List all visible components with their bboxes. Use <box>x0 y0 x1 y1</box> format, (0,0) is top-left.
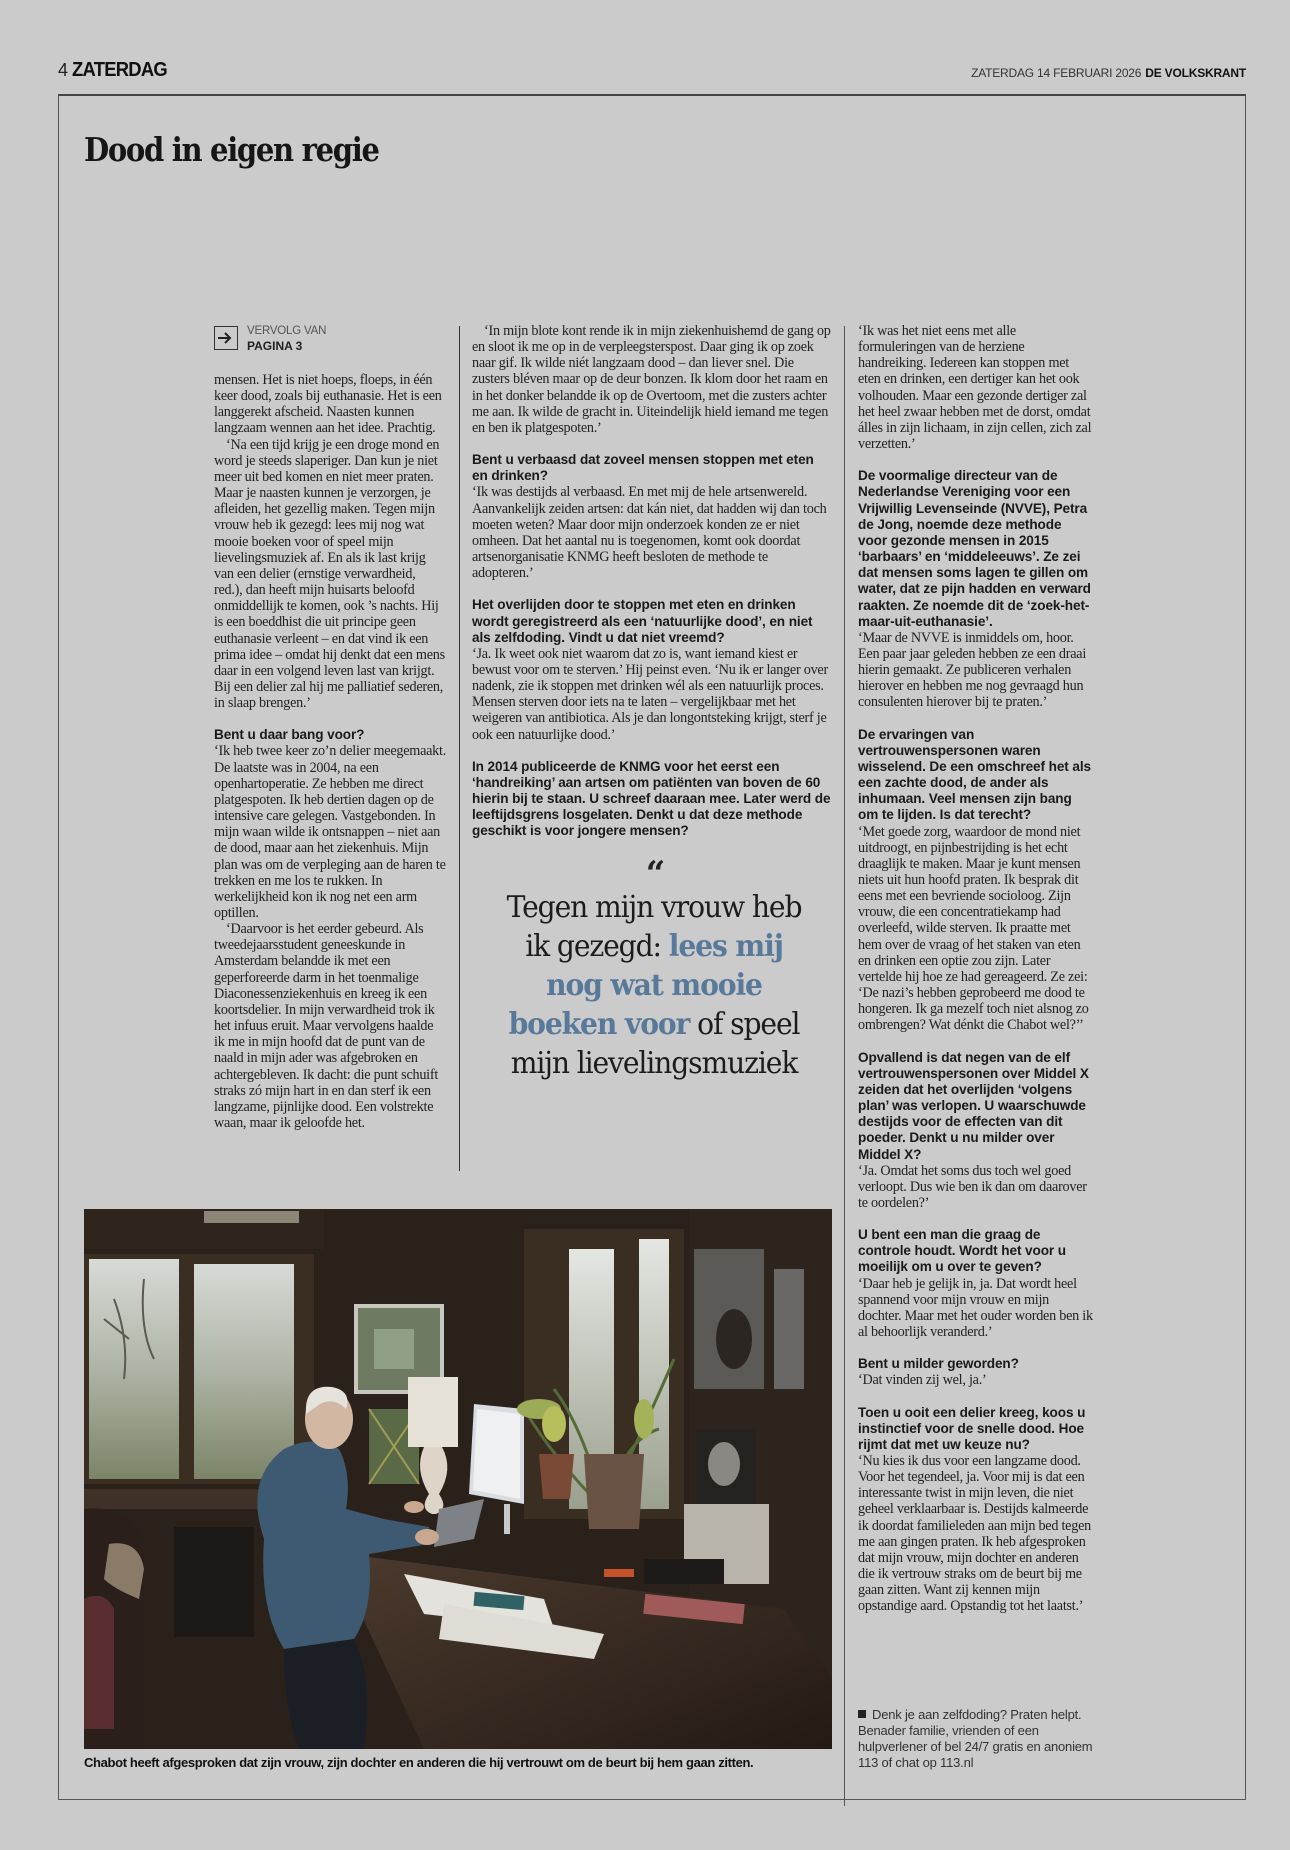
interview-answer: ‘Met goede zorg, waardoor de mond niet uitdroogt, en pijnbestrijding is het echt draaglijk te maken. Maar je kunt mensen niets uit hun hoofd praten. Ik besprak dit eens met een bevriende socioloog. Zijn vrouw, die een concentratiekamp had overleefd, wilde sterven. Ik praatte met hem over de vraag of het staken van eten en drinken een optie zou zijn. Later vertelde hij hoe ze had gereageerd. Ze zei: ‘De nazi’s hebben geprobeerd me dood te hongeren. Ik ga mezelf toch niet alsnog zo ombrengen? Wat dénkt die Chabot wel?’’ <box>858 823 1089 1034</box>
interview-question: Bent u verbaasd dat zoveel mensen stoppen met eten en drinken? <box>472 452 814 484</box>
plant-leaf <box>634 1399 654 1439</box>
interview-answer: ‘Ik was het niet eens met alle formuleringen van de herziene handreiking. Iedereen kan stoppen met eten en drinken, een dertiger kan het ook volhouden. Maar een gezonde dertiger zal het heel zwaar hebben met de dorst, omdat álles in zijn lichaam, in zijn cellen, zich zal verzetten.’ <box>858 323 1092 453</box>
plant-leaf <box>542 1406 566 1442</box>
interview-question: In 2014 publiceerde de KNMG voor het eerst een ‘handreiking’ aan artsen om patiënten van boven de 60 hierin bij te staan. U schreef daaraan mee. Later werd de leeftijdsgrens losgelaten. Denkt u dat deze methode geschikt is voor jongere mensen? <box>472 758 831 839</box>
interview-answer: ‘Dat vinden zij wel, ja.’ <box>858 1372 987 1389</box>
interview-answer: ‘Daar heb je gelijk in, ja. Dat wordt heel spannend voor mijn vrouw en mijn dochter. Maar met het ouder worden ben ik al behoorlijk veranderd.’ <box>858 1275 1093 1341</box>
pull-quote-text <box>494 888 814 1083</box>
pull-quote-before: Tegen mijn vrouw heb ik gezegd: <box>506 890 802 964</box>
plant-pot <box>584 1454 644 1529</box>
lamp-shade <box>408 1377 458 1447</box>
interview-question: De voormalige directeur van de Nederlandse Vereniging voor een Vrijwillig Levenseinde (NVVE), Petra de Jong, noemde deze methode voor gezonde mensen in 2015 ‘barbaars’ en ‘middeleeuws’. Ze zei dat mensen soms lagen te gillen om water, dat ze pijn hadden en verward raakten. Ze noemde dit de ‘zoek-het-maar-uit-euthanasie’. <box>858 468 1091 629</box>
interview-question: De ervaringen van vertrouwenspersonen waren wisselend. De een omschreef het als een zachte dood, de ander als inhumaan. Veel mensen zijn bang om te lijden. Is dat terecht? <box>858 726 1091 823</box>
plant-pot <box>539 1454 574 1499</box>
interview-answer: ‘Daarvoor is het eerder gebeurd. Als tweedejaarsstudent geneeskunde in Amsterdam belandde ik met een geperforeerde darm in het toenmalige Diaconessenziekenhuis en kreeg ik een koortsdelier. In mijn verwardheid trok ik het infuus eruit. Maar vervolgens haalde ik me in mijn hoofd dat de punt van de naald in mijn ader was afgebroken en achtergebleven. Ik dacht: die punt schuift straks zó mijn hart in en dan sterf ik een langzame, pijnlijke dood. Een volstrekte waan, maar ik geloofde het. <box>214 921 439 1132</box>
window-pane <box>89 1259 179 1479</box>
continued-from-page: PAGINA 3 <box>247 339 303 353</box>
page-header <box>58 60 1246 84</box>
interview-answer: ‘Ja. Omdat het soms dus toch wel goed verloopt. Dus wie ben ik dan om daarover te oordelen?’ <box>858 1162 1087 1211</box>
window-pane <box>639 1239 669 1509</box>
notice-paper <box>774 1269 804 1389</box>
article-photo[interactable] <box>84 1209 832 1749</box>
man-trousers <box>284 1639 367 1749</box>
helpline-text: Denk je aan zelfdoding? Praten helpt. Benader familie, vrienden of een hulpverlener of bel 24/7 gratis en anoniem 113 of chat op 113.nl <box>858 1707 1093 1770</box>
page-number: 4 <box>58 60 69 80</box>
interview-answer: ‘Na een tijd krijg je een droge mond en word je steeds slaperiger. Dan kun je niet meer uit bed komen en niet meer praten. Maar je naasten kunnen je verzorgen, je afleiden, het gezellig maken. Tegen mijn vrouw heb ik gezegd: lees mij nog wat mooie boeken voor of speel mijn lievelingsmuziek af. En als ik last krijg van een delier (ernstige verwardheid, red.), dan heeft mijn huisarts beloofd onmiddellijk te komen, ook ’s nachts. Hij is een boeddhist die uit principe geen euthanasie verleent – en dat vind ik een prima idee – omdat hij denkt dat een mens daar in een volgend leven last van krijgt. Bij een delier zal hij me palliatief sederen, in slaap brengen.’ <box>214 436 445 712</box>
pull-quote-highlight: lees mij nog wat mooie boeken voor <box>508 929 783 1042</box>
interview-question: Toen u ooit een delier kreeg, koos u instinctief voor de snelle dood. Hoe rijmt dat met uw keuze nu? <box>858 1404 1086 1452</box>
column-divider <box>844 326 845 1806</box>
interview-answer: mensen. Het is niet hoeps, floeps, in één keer dood, zoals bij euthanasie. Het is een langgerekt afscheid. Naasten kunnen langzaam wennen aan het idee. Prachtig. <box>214 372 442 437</box>
desk-organizer <box>644 1559 724 1584</box>
interview-answer: ‘In mijn blote kont rende ik in mijn ziekenhuishemd de gang op en sloot ik me op in de verpleegsterspost. Daar ging ik op zoek naar gif. Ik wilde niét langzaam dood – dan liever snel. Die zusters bléven maar op de deur bonzen. Ik klom door het raam en in het donker belandde ik op de Overtoom, met die zusters achter me aan. Ik wilde de gracht in. Uiteindelijk hield iemand me tegen en ben ik platgespoten.’ <box>472 323 831 436</box>
issue-date: ZATERDAG 14 FEBRUARI 2026 <box>971 66 1142 80</box>
interview-answer: ‘Ik heb twee keer zo’n delier meegemaakt. De laatste was in 2004, na een openhartoperatie. Ze hebben me direct platgespoten. Ik heb dertien dagen op de intensive care gelegen. Vastgebonden. In mijn waan wilde ik ontsnappen – niet aan de dood, maar aan het ziekenhuis. Mijn plan was om de verpleging aan de haren te trekken en me los te rukken. In werkelijkheid kon ik nog net een arm optillen. <box>214 743 446 921</box>
window-pane <box>194 1264 294 1479</box>
man-hand <box>404 1501 424 1513</box>
section-name: ZATERDAG <box>72 59 167 81</box>
arrow-right-box-icon <box>214 326 238 350</box>
interview-answer: ‘Ik was destijds al verbaasd. En met mij de hele artsenwereld. Aanvankelijk zeiden artsen: dat kán niet, dat hadden wij dan toch moeten weten? Maar door mijn onderzoek konden ze er niet omheen. Dat het aantal nu is toegenomen, komt ook doordat artsenorganisatie KNMG heeft besloten de methode te adopteren.’ <box>472 484 827 582</box>
interview-question: Bent u daar bang voor? <box>214 727 365 743</box>
article-headline: Dood in eigen regie <box>84 130 379 170</box>
interview-answer: ‘Maar de NVVE is inmiddels om, hoor. Een paar jaar geleden hebben ze een draai hierin gemaakt. Ze publiceren verhalen hierover en hebben me nog gevraagd hun consulenten hierover bij te praten.’ <box>858 629 1087 711</box>
interview-answer: ‘Ja. Ik weet ook niet waarom dat zo is, want iemand kiest er bewust voor om te sterven.’ Hij peinst even. ‘Nu ik er langer over nadenk, zie ik stoppen met drinken wél als een natuurlijk proces. Mensen sterven door iets na te laten – vergelijkbaar met het weigeren van antibiotica. Als je dan longontsteking krijgt, sterf je ook een natuurlijke dood.’ <box>472 645 828 743</box>
continued-from-marker[interactable] <box>214 326 414 356</box>
article-column-1 <box>214 372 446 1131</box>
article-column-2 <box>472 323 832 840</box>
photo-illustration <box>84 1209 832 1749</box>
interview-question: Opvallend is dat negen van de elf vertrouwenspersonen over Middel X zeiden dat het overlijden ‘volgens plan’ was verlopen. U waarschuwde destijds voor de effecten van dit poeder. Denkt u nu milder over Middel X? <box>858 1049 1089 1162</box>
newspaper-name: DE VOLKSKRANT <box>1145 66 1246 80</box>
quote-mark-icon: “ <box>645 854 663 894</box>
column-divider <box>459 326 460 1171</box>
radiator <box>174 1527 254 1637</box>
helpline-note[interactable] <box>858 1707 1094 1771</box>
interview-answer: ‘Nu kies ik dus voor een langzame dood. Voor het tegendeel, ja. Voor mij is dat een interessante twist in mijn leven, die niet geheel verklaarbaar is. Destijds kalmeerde ik doordat familieleden aan mijn bed tegen me aan gingen praten. Ik heb afgesproken dat mijn vrouw, mijn dochter en anderen die ik vertrouw straks om de beurt bij me gaan zitten. Want zij kennen mijn opstandige aard. Opstandig tot het laatst.’ <box>858 1453 1091 1615</box>
interview-question: Bent u milder geworden? <box>858 1356 1019 1372</box>
interview-question: U bent een man die graag de controle houdt. Wordt het voor u moeilijk om u over te geven? <box>858 1227 1066 1275</box>
photo-caption: Chabot heeft afgesproken dat zijn vrouw, zijn dochter en anderen die hij vertrouwt om de beurt bij hem gaan zitten. <box>84 1755 754 1770</box>
man-hand <box>415 1529 439 1545</box>
pull-quote <box>484 854 824 1083</box>
article-column-3 <box>858 323 1094 1615</box>
pull-quote-after: of speel mijn lievelingsmuziek <box>510 1007 800 1081</box>
dateline <box>971 66 1246 80</box>
square-bullet-icon <box>858 1710 866 1718</box>
interview-question: Het overlijden door te stoppen met eten en drinken wordt geregistreerd als een ‘natuurlijke dood’, en niet als zelfdoding. Vindt u dat niet vreemd? <box>472 597 813 645</box>
continued-from-label: VERVOLG VAN <box>247 325 327 337</box>
